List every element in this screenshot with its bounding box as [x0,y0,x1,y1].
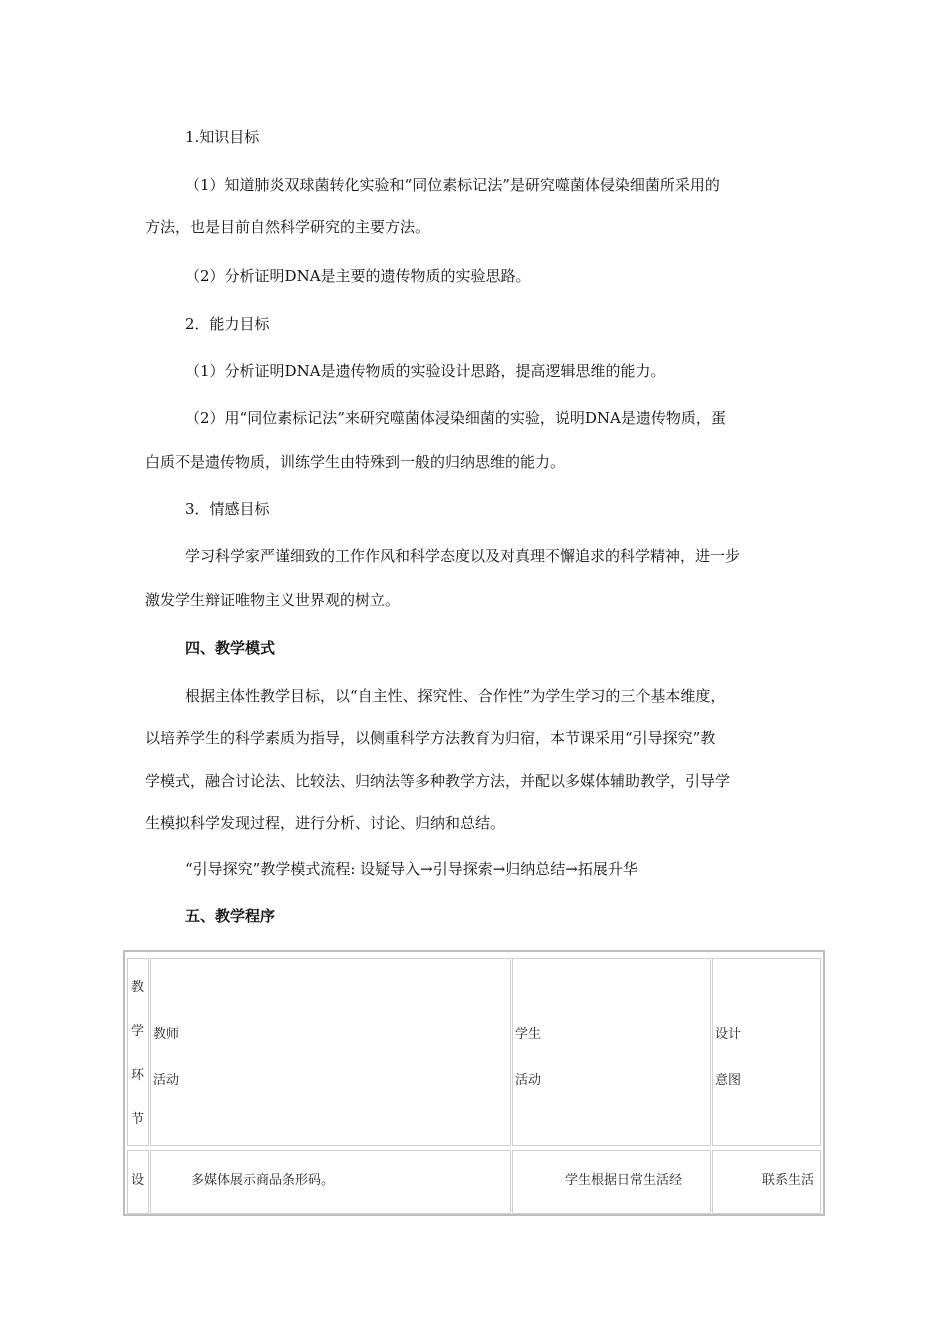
row1-teacher-cell [150,1150,511,1214]
knowledge-goal-1-line2: 方法，也是目前自然科学研究的主要方法。 [145,218,431,236]
header-stage-char: 节 [131,1112,145,1127]
section4-para-line1: 根据主体性教学目标，以“自主性、探究性、合作性”为学生学习的三个基本维度， [185,687,726,705]
row1-student-cell [512,1150,711,1214]
header-design-cell [712,958,821,1146]
header-stage-char: 教 [131,980,145,995]
row1-stage: 设 [131,1173,145,1188]
row1-student: 学生根据日常生活经 [565,1173,683,1188]
knowledge-goal-1-line1: （1）知道肺炎双球菌转化实验和“同位素标记法”是研究噬菌体侵染细菌所采用的 [185,176,720,194]
row1-stage-cell [127,1150,149,1214]
row1-design-cell [712,1150,821,1214]
header-stage-char: 环 [131,1068,145,1083]
header-teacher-line: 活动 [153,1073,180,1088]
section4-para-line4: 生模拟科学发现过程，进行分析、讨论、归纳和总结。 [145,814,506,832]
ability-goal-2-line1: （2）用“同位素标记法”来研究噬菌体浸染细菌的实验，说明DNA是遗传物质，蛋 [185,409,726,427]
emotion-goal-line2: 激发学生辩证唯物主义世界观的树立。 [145,591,401,609]
row1-design: 联系生活 [762,1173,815,1188]
header-stage-char: 学 [131,1024,145,1039]
header-design-line: 设计 [715,1027,742,1042]
header-student-line: 学生 [515,1027,542,1042]
teaching-flow: “引导探究”教学模式流程: 设疑导入→引导探索→归纳总结→拓展升华 [185,860,638,878]
section4-para-line2: 以培养学生的科学素质为指导，以侧重科学方法教育为归宿，本节课采用“引导探究”教 [145,729,716,747]
knowledge-goal-2: （2）分析证明DNA是主要的遗传物质的实验思路。 [185,267,531,285]
emotion-goal-line1: 学习科学家严谨细致的工作作风和科学态度以及对真理不懈追求的科学精神，进一步 [185,547,741,565]
header-teacher-line: 教师 [153,1027,180,1042]
teaching-procedure-table [123,950,825,1216]
header-stage-cell [127,958,149,1146]
header-design-line: 意图 [715,1073,742,1088]
header-teacher-cell [150,958,511,1146]
ability-goal-title: 2．能力目标 [185,315,270,333]
section5-heading: 五、教学程序 [185,907,276,925]
header-student-line: 活动 [515,1073,542,1088]
ability-goal-2-line2: 白质不是遗传物质，训练学生由特殊到一般的归纳思维的能力。 [145,453,566,471]
knowledge-goal-title: 1.知识目标 [185,128,260,146]
header-student-cell [512,958,711,1146]
section4-para-line3: 学模式，融合讨论法、比较法、归纳法等多种教学方法，并配以多媒体辅助教学，引导学 [145,772,731,790]
emotion-goal-title: 3．情感目标 [185,500,270,518]
section4-heading: 四、教学模式 [185,639,276,657]
ability-goal-1: （1）分析证明DNA是遗传物质的实验设计思路，提高逻辑思维的能力。 [185,362,666,380]
row1-teacher: 多媒体展示商品条形码。 [191,1173,335,1188]
